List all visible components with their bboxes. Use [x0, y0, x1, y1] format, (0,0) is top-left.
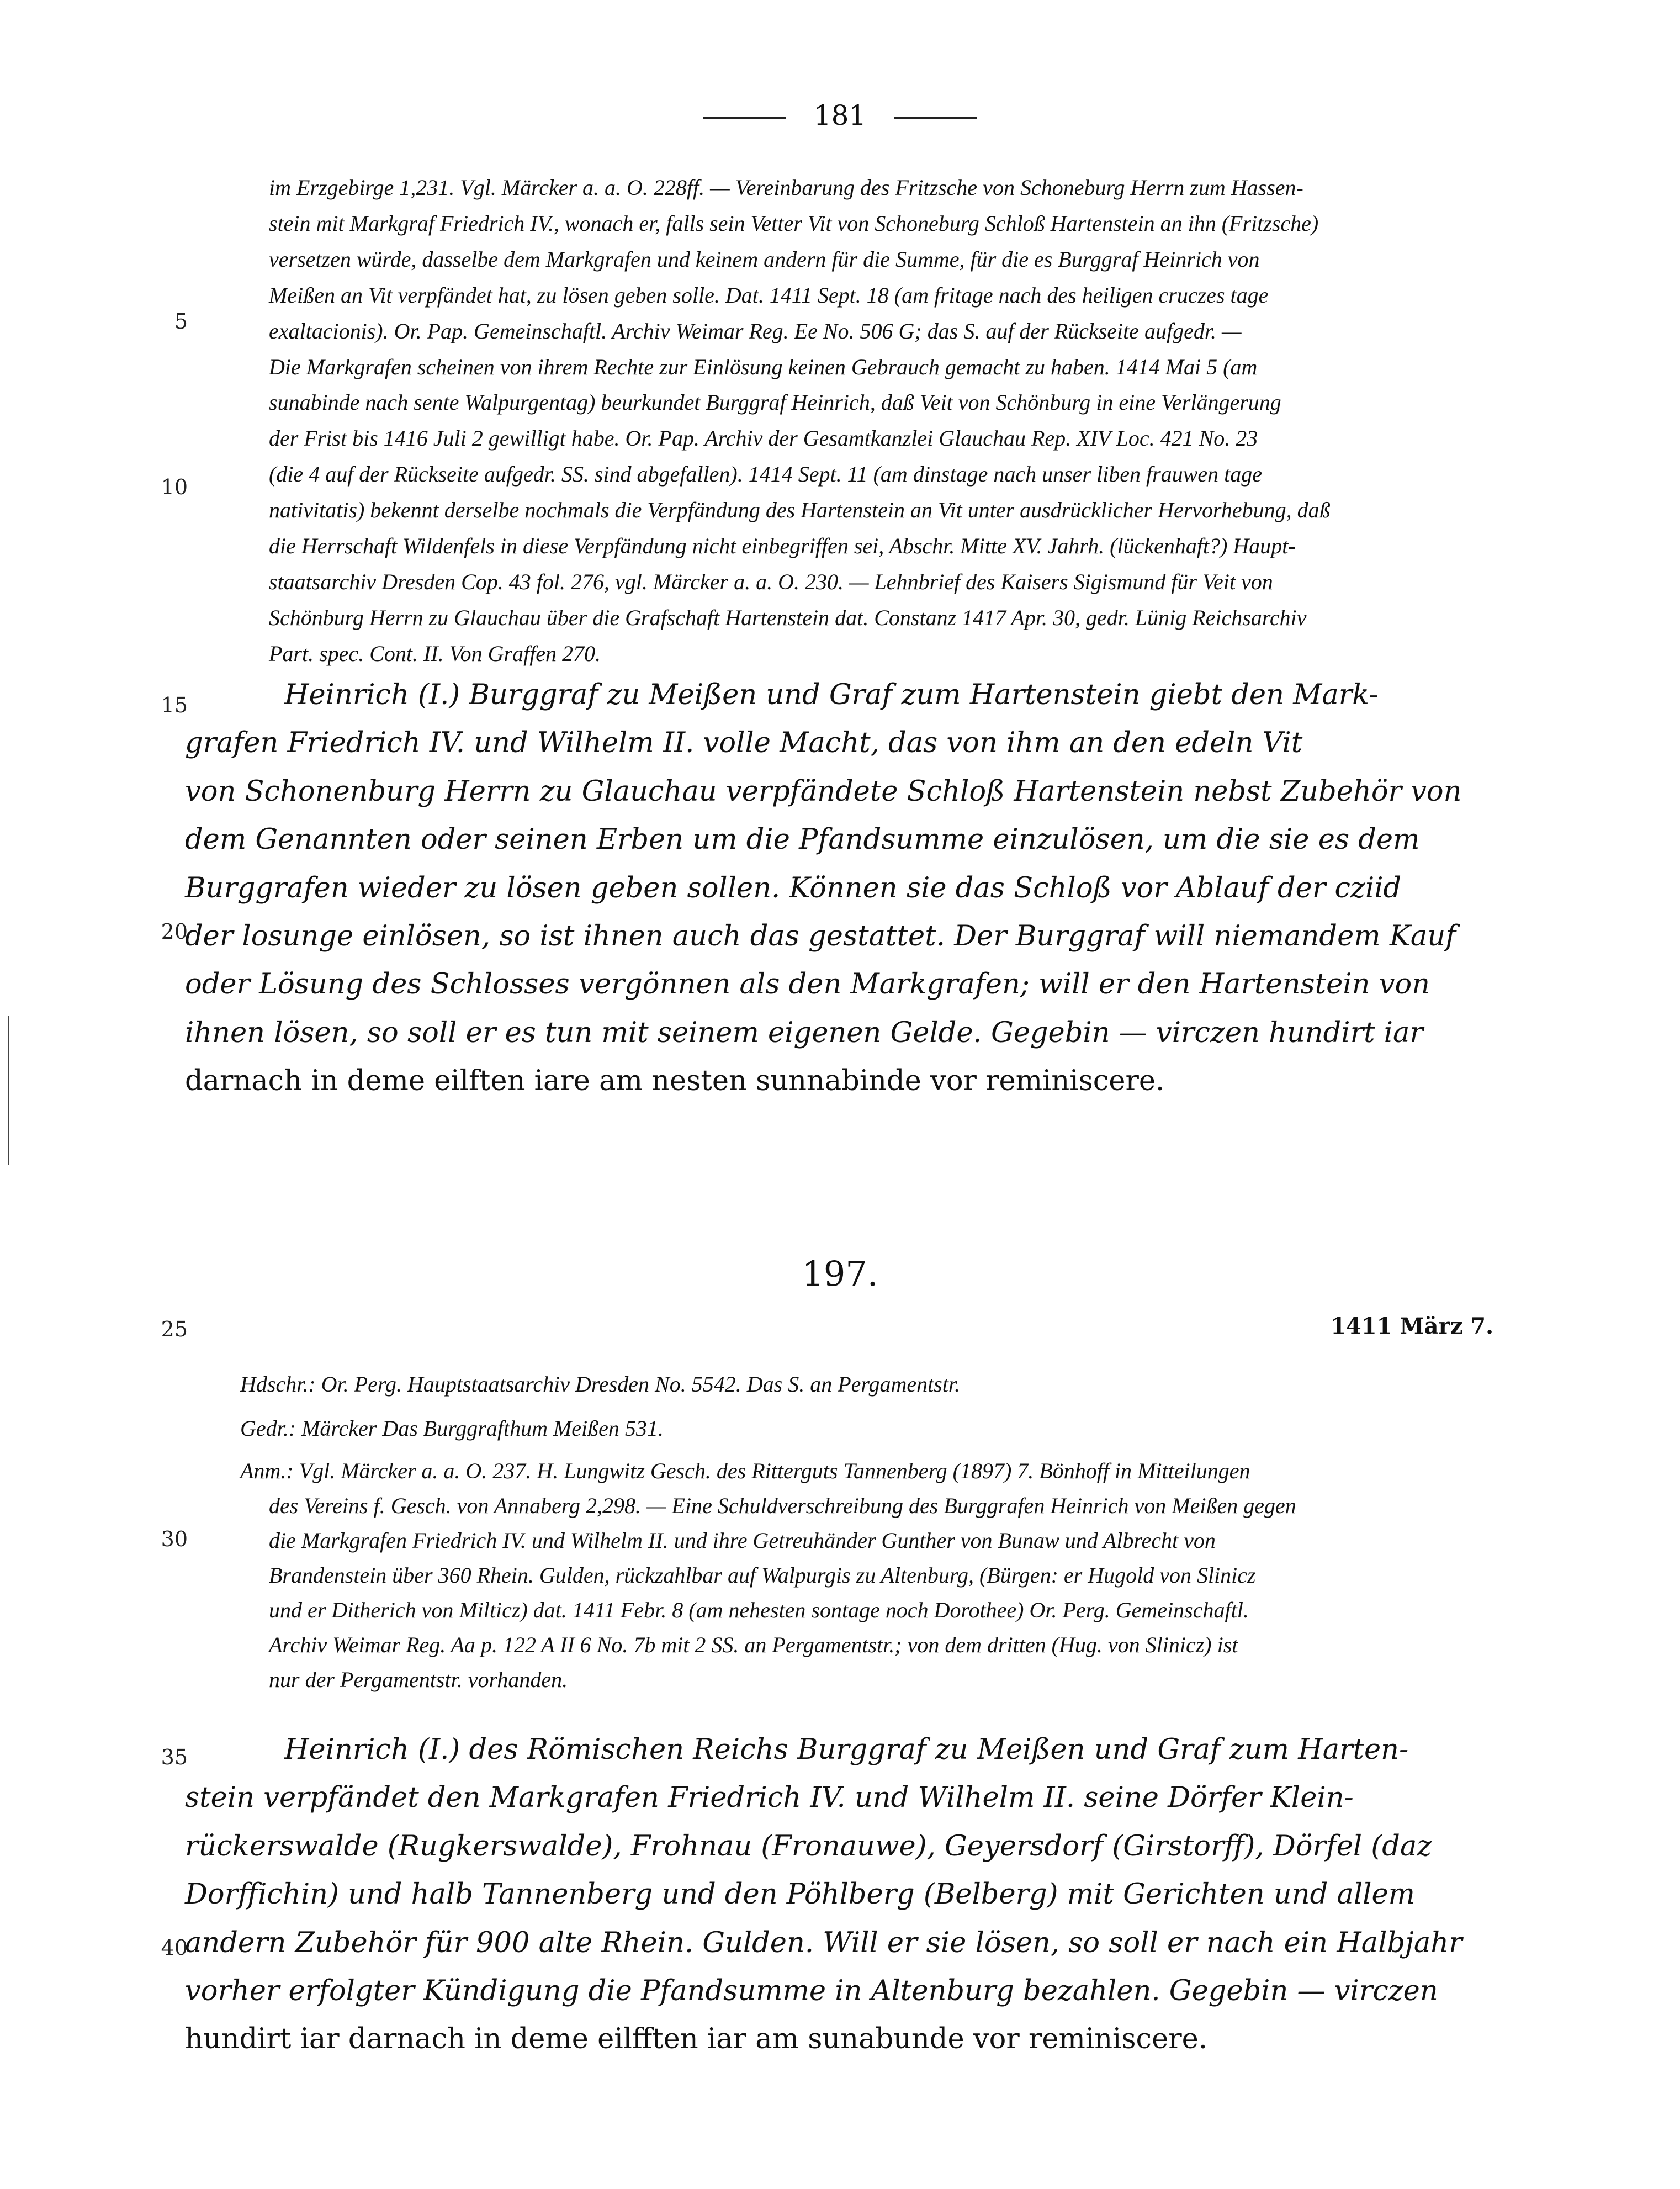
note-line: Part. spec. Cont. II. Von Graffen 270. — [269, 641, 601, 666]
regest-line: Dorffichin) und halb Tannenberg und den Pöhlberg (Belberg) mit Gerichten und allem — [185, 1878, 1416, 1911]
anm-line: und er Ditherich von Milticz) dat. 1411 Febr. 8 (am nehesten sontage noch Dorothee) Or. Perg. Gemeinschaftl. — [269, 1598, 1249, 1622]
scan-edge-mark — [8, 1016, 9, 1165]
anm-line: Archiv Weimar Reg. Aa p. 122 A II 6 No. 7b mit 2 SS. an Pergamentstr.; von dem dritten (Hug. von Slinicz) ist — [269, 1632, 1238, 1657]
regest-line: Heinrich (I.) des Römischen Reichs Burggraf zu Meißen und Graf zum Harten- — [284, 1733, 1409, 1766]
line-number: 10 — [161, 475, 188, 499]
note-line: (die 4 auf der Rückseite aufgedr. SS. sind abgefallen). 1414 Sept. 11 (am dinstage nach unser liben frauwen tage — [269, 462, 1262, 487]
anm-note — [240, 1453, 1493, 1697]
regest-line: Burggrafen wieder zu lösen geben sollen. Können sie das Schloß vor Ablauf der cziid — [185, 871, 1402, 905]
note-line: Schönburg Herrn zu Glauchau über die Grafschaft Hartenstein dat. Constanz 1417 Apr. 30, gedr. Lünig Reichsarchiv — [269, 605, 1307, 630]
regest-197 — [185, 1726, 1493, 2064]
regest-line: vorher erfolgter Kündigung die Pfandsumme in Altenburg bezahlen. Gegebin — virczen — [185, 1975, 1438, 2008]
gedr-line: Gedr.: Märcker Das Burggrafthum Meißen 531. — [240, 1416, 664, 1441]
note-line: exaltacionis). Or. Pap. Gemeinschaftl. Archiv Weimar Reg. Ee No. 506 G; das S. auf der Rückseite aufgedr. — — [269, 318, 1242, 343]
line-number: 30 — [161, 1527, 188, 1551]
regest-line: andern Zubehör für 900 alte Rhein. Gulden. Will er sie lösen, so soll er nach ein Halbjahr — [185, 1926, 1462, 1959]
note-line: Meißen an Vit verpfändet hat, zu lösen geben solle. Dat. 1411 Sept. 18 (am fritage nach des heiligen cruczes tage — [269, 282, 1269, 308]
hdschr-note — [240, 1367, 1493, 1403]
note-line: der Frist bis 1416 Juli 2 gewilligt habe. Or. Pap. Archiv der Gesamtkanzlei Glauchau Rep. XIV Loc. 421 No. 23 — [269, 426, 1258, 451]
document-date: 1411 März 7. — [1331, 1313, 1493, 1339]
regest-line: Heinrich (I.) Burggraf zu Meißen und Graf zum Hartenstein giebt den Mark- — [284, 679, 1379, 711]
regest-line: oder Lösung des Schlosses vergönnen als den Markgrafen; will er den Hartenstein von — [185, 968, 1430, 1001]
regest-196 — [185, 671, 1493, 1106]
anm-line: des Vereins f. Gesch. von Annaberg 2,298. — Eine Schuldverschreibung des Burggrafen Heinrich von Meißen gegen — [269, 1493, 1296, 1518]
note-line: Die Markgrafen scheinen von ihrem Rechte zur Einlösung keinen Gebrauch gemacht zu haben. 1414 Mai 5 (am — [269, 354, 1258, 379]
line-number: 35 — [161, 1745, 188, 1769]
page-number: 181 — [0, 99, 1680, 131]
line-number: 25 — [161, 1317, 188, 1341]
note-line: sunabinde nach sente Walpurgentag) beurkundet Burggraf Heinrich, daß Veit von Schönburg in eine Verlängerung — [269, 390, 1281, 415]
note-line: die Herrschaft Wildenfels in diese Verpfändung nicht einbegriffen sei, Abschr. Mitte XV. Jahrh. (lückenhaft?) Haupt- — [269, 533, 1296, 559]
gedr-note — [240, 1411, 1493, 1447]
regest-line: hundirt iar darnach in deme eilfften iar am sunabunde vor reminiscere. — [185, 2023, 1208, 2056]
line-number: 15 — [161, 693, 188, 717]
note-block-top — [269, 170, 1492, 672]
regest-line: dem Genannten oder seinen Erben um die Pfandsumme einzulösen, um die sie es dem — [185, 823, 1420, 856]
note-line: nativitatis) bekennt derselbe nochmals die Verpfändung des Hartenstein an Vit unter ausdrücklicher Hervorhebung, daß — [269, 498, 1331, 523]
regest-line: rückerswalde (Rugkerswalde), Frohnau (Fronauwe), Geyersdorf (Girstorff), Dörfel (daz — [185, 1830, 1432, 1863]
regest-line: stein verpfändet den Markgrafen Friedrich IV. und Wilhelm II. seine Dörfer Klein- — [185, 1781, 1354, 1815]
hdschr-line: Hdschr.: Or. Perg. Hauptstaatsarchiv Dresden No. 5542. Das S. an Pergamentstr. — [240, 1372, 961, 1397]
anm-line: Anm.: Vgl. Märcker a. a. O. 237. H. Lungwitz Gesch. des Ritterguts Tannenberg (1897) 7. Bönhoff in Mitteilungen — [240, 1458, 1250, 1483]
regest-line: von Schonenburg Herrn zu Glauchau verpfändete Schloß Hartenstein nebst Zubehör von — [185, 775, 1462, 808]
line-number: 40 — [161, 1936, 188, 1960]
regest-line: ihnen lösen, so soll er es tun mit seinem eigenen Gelde. Gegebin — virczen hundirt iar — [185, 1016, 1423, 1049]
note-line: stein mit Markgraf Friedrich IV., wonach er, falls sein Vetter Vit von Schoneburg Schloß Hartenstein an ihn (Fritzsche) — [269, 210, 1319, 236]
regest-line: grafen Friedrich IV. und Wilhelm II. volle Macht, das von ihm an den edeln Vit — [185, 727, 1303, 760]
note-line: im Erzgebirge 1,231. Vgl. Märcker a. a. O. 228ff. — Vereinbarung des Fritzsche von Schoneburg Herrn zum Hassen- — [269, 175, 1303, 200]
anm-line: die Markgrafen Friedrich IV. und Wilhelm II. und ihre Getreuhänder Gunther von Bunaw und Albrecht von — [269, 1528, 1216, 1553]
line-number: 20 — [161, 919, 188, 944]
document-number: 197. — [802, 1254, 878, 1294]
anm-line: Brandenstein über 360 Rhein. Gulden, rückzahlbar auf Walpurgis zu Altenburg, (Bürgen: er Hugold von Slinicz — [269, 1563, 1256, 1588]
line-number: 5 — [174, 309, 188, 334]
regest-line: der losunge einlösen, so ist ihnen auch das gestattet. Der Burggraf will niemandem Kauf — [185, 920, 1456, 953]
note-line: staatsarchiv Dresden Cop. 43 fol. 276, vgl. Märcker a. a. O. 230. — Lehnbrief des Kaisers Sigismund für Veit von — [269, 569, 1273, 594]
anm-line: nur der Pergamentstr. vorhanden. — [269, 1667, 568, 1692]
note-line: versetzen würde, dasselbe dem Markgrafen und keinem andern für die Summe, für die es Burggraf Heinrich von — [269, 246, 1260, 272]
regest-line: darnach in deme eilften iare am nesten sunnabinde vor reminiscere. — [185, 1065, 1165, 1098]
